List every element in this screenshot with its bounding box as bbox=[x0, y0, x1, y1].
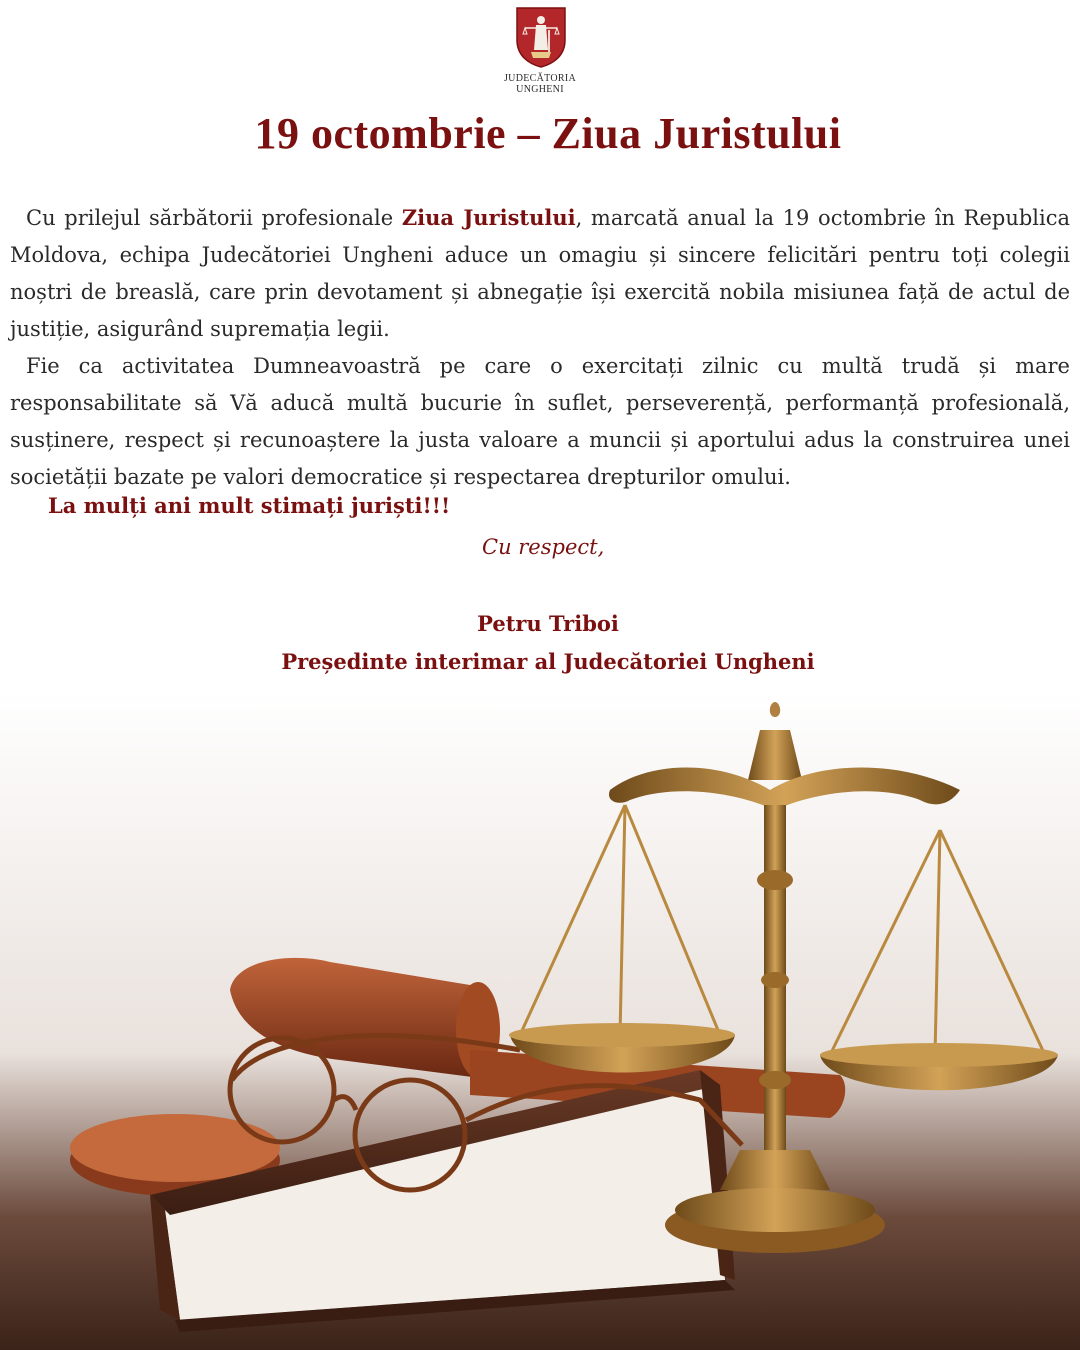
institution-line-2: UNGHENI bbox=[516, 84, 564, 95]
page-title: 19 octombrie – Ziua Juristului bbox=[254, 109, 842, 158]
justice-illustration bbox=[0, 690, 1080, 1350]
greeting: La mulți ani mult stimați juriști!!! bbox=[48, 493, 451, 518]
holiday-name: Ziua Juristului bbox=[401, 205, 576, 230]
signature-block bbox=[0, 605, 1080, 681]
institution-name bbox=[440, 73, 640, 95]
paragraph-1-rest: , marcată anual la 19 octombrie în Republica Moldova, echipa Judecătoriei Ungheni aduce un omagiu și sincere felicitări pentru toți colegii noștri de breaslă, care prin devotament și abnegație își exercită nobila misiunea față de actul de justiție, asigurând supremația legii. bbox=[10, 206, 1071, 341]
letter-body bbox=[10, 199, 1070, 496]
signer-name: Petru Triboi bbox=[477, 611, 619, 636]
paragraph-2: Fie ca activitatea Dumneavoastră pe care o exercitați zilnic cu multă trudă și mare responsabilitate să Vă aducă multă bucurie în suflet, perseverență, performanță profesională, susținere, respect și recunoaștere la justa valoare a muncii și aportului adus la construirea unei societății bazate pe valori democratice și respectarea drepturilor omului. bbox=[10, 354, 1070, 489]
closing-line: Cu respect, bbox=[482, 535, 605, 559]
signer-title: Președinte interimar al Judecătoriei Ungheni bbox=[281, 649, 815, 674]
paragraph-1-start: Cu prilejul sărbătorii profesionale bbox=[26, 206, 402, 230]
court-coat-of-arms-icon bbox=[515, 6, 567, 68]
paragraph-1 bbox=[10, 199, 1070, 348]
institution-line-1: JUDECĂTORIA bbox=[503, 73, 576, 84]
